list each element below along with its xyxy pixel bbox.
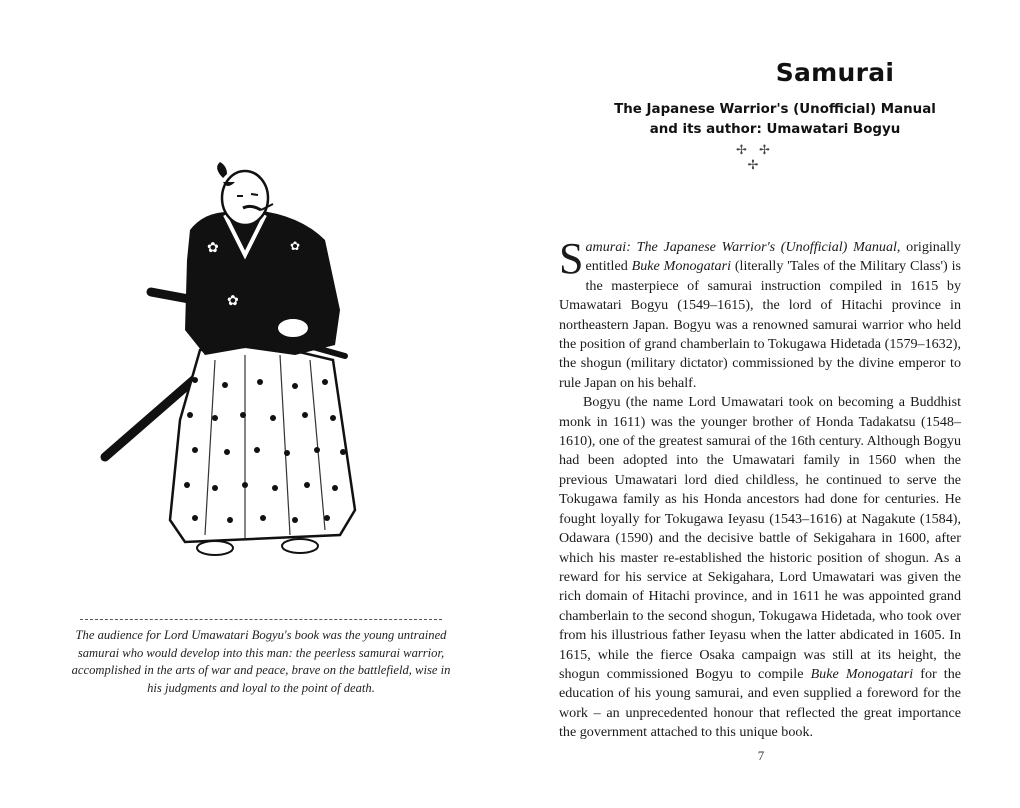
svg-text:✿: ✿ bbox=[290, 239, 301, 253]
chapter-title: Samurai bbox=[775, 58, 895, 87]
original-title-italic: Buke Monogatari bbox=[631, 258, 731, 275]
samurai-illustration bbox=[95, 160, 365, 560]
body-text bbox=[559, 234, 962, 743]
svg-text:✿: ✿ bbox=[227, 293, 239, 309]
ornament-divider: ✢ ✢ ✢ bbox=[736, 143, 774, 173]
original-title-italic: Buke Monogatari bbox=[810, 665, 914, 682]
subtitle-line-1: The Japanese Warrior's (Unofficial) Manual bbox=[614, 102, 936, 117]
illustration-caption: The audience for Lord Umawatari Bogyu's book was the young untrained samurai who would develop into this man: the peerless samurai warrior, accomplished in the arts of war and peace, brave on the battlefield, wise in his judgments and loyal to the point of death. bbox=[71, 628, 451, 695]
book-title-italic: amurai: The Japanese Warrior's (Unofficial) Manual, bbox=[585, 239, 901, 255]
right-page bbox=[510, 0, 1020, 808]
chapter-subtitle bbox=[605, 100, 945, 140]
caption-divider bbox=[80, 619, 442, 620]
svg-text:✿: ✿ bbox=[207, 240, 219, 256]
page-number: 7 bbox=[757, 748, 765, 763]
subtitle-line-2: and its author: Umawatari Bogyu bbox=[649, 122, 901, 137]
paragraph-1: Samurai: The Japanese Warrior's (Unofficial) Manual, originally entitled Buke Monogatari (literally 'Tales of the Military Class') is the masterpiece of samurai instruction compiled in 1615 by Umawatari Bogyu (1549–1615), the lord of Hitachi province in northeastern Japan. Bogyu was a renowned samurai warrior who held the position of grand chamberlain to Tokugawa Hidetada (1579–1632), the shogun (military dictator) commissioned by the divine emperor to rule Japan on his behalf. bbox=[559, 234, 961, 391]
paragraph-2: Bogyu (the name Lord Umawatari took on becoming a Buddhist monk in 1611) was the younger brother of Honda Tadakatsu (1548–1610), one of the greatest samurai of the 16th century. Although Bogyu had been adopted into the Umawatari family in 1560 when the previous Umawatari lord died childless, he continued to serve the Tokugawa family as his Honda ancestors had done for centuries. He fought loyally for Tokugawa Ieyasu (1543–1616) at Nagakute (1584), Odawara (1590) and the decisive battle of Sekigahara in 1600, after which his master re-established the historic position of shogun. As a reward for his service at Sekigahara, Lord Umawatari was given the rich domain of Hitachi province, and in 1611 he was appointed grand chamberlain to the second shogun, Tokugawa Hidetada, who took over from his illustrious father Ieyasu when the latter abdicated in 1605. In 1615, while the fierce Osaka campaign was still at its height, the shogun commissioned Bogyu to compile Buke Monogatari for the education of his young samurai, and even supplied a foreword for the work – an unprecedented honour that reflected the great importance the government attached to this unique book. bbox=[559, 394, 962, 741]
drop-cap: S bbox=[559, 234, 584, 283]
